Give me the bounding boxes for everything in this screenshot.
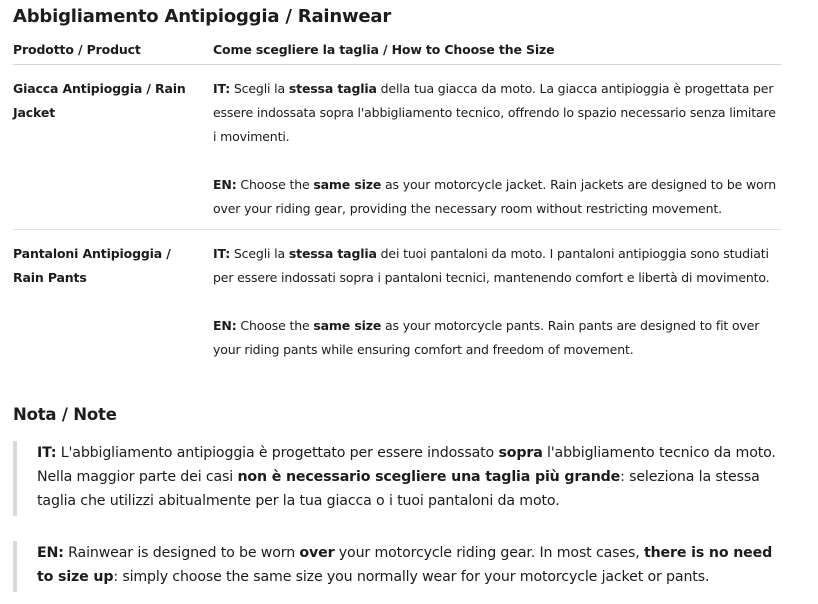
description-en: EN: Choose the same size as your motorcycle pants. Rain pants are designed to fit over your riding pants while ensuring comfort and freedom of movement.	[213, 318, 760, 357]
table-row	[13, 230, 781, 370]
product-name: Pantaloni Antipioggia / Rain Pants	[13, 246, 171, 285]
table-row	[13, 65, 781, 230]
header-product: Prodotto / Product	[13, 42, 141, 57]
table-header-row	[13, 38, 781, 65]
note-en-blockquote: EN: Rainwear is designed to be worn over your motorcycle riding gear. In most cases, there is no need to size up: simply choose the same size you normally wear for your motorcycle jacket or pants.	[13, 541, 781, 592]
header-size-guide: Come scegliere la taglia / How to Choose the Size	[213, 42, 555, 57]
size-description	[213, 77, 781, 221]
description-it: IT: Scegli la stessa taglia della tua giacca da moto. La giacca antipioggia è progettata per essere indossata sopra l'abbigliamento tecnico, offrendo lo spazio necessario senza limitare i movimenti.	[213, 81, 776, 144]
product-name: Giacca Antipioggia / Rain Jacket	[13, 81, 186, 120]
page-title: Abbigliamento Antipioggia / Rainwear	[13, 6, 392, 27]
description-it: IT: Scegli la stessa taglia dei tuoi pantaloni da moto. I pantaloni antipioggia sono studiati per essere indossati sopra i pantaloni tecnici, mantenendo comfort e libertà di movimento.	[213, 246, 770, 285]
description-en: EN: Choose the same size as your motorcycle jacket. Rain jackets are designed to be worn over your riding gear, providing the necessary room without restricting movement.	[213, 177, 777, 216]
note-it-blockquote: IT: L'abbigliamento antipioggia è progettato per essere indossato sopra l'abbigliamento tecnico da moto. Nella maggior parte dei casi non è necessario scegliere una taglia più grande: seleziona la stessa taglia che utilizzi abitualmente per la tua giacca o i tuoi pantaloni da moto.	[13, 441, 781, 516]
size-description	[213, 242, 781, 362]
size-guide-table	[13, 38, 781, 370]
note-title: Nota / Note	[13, 405, 117, 424]
